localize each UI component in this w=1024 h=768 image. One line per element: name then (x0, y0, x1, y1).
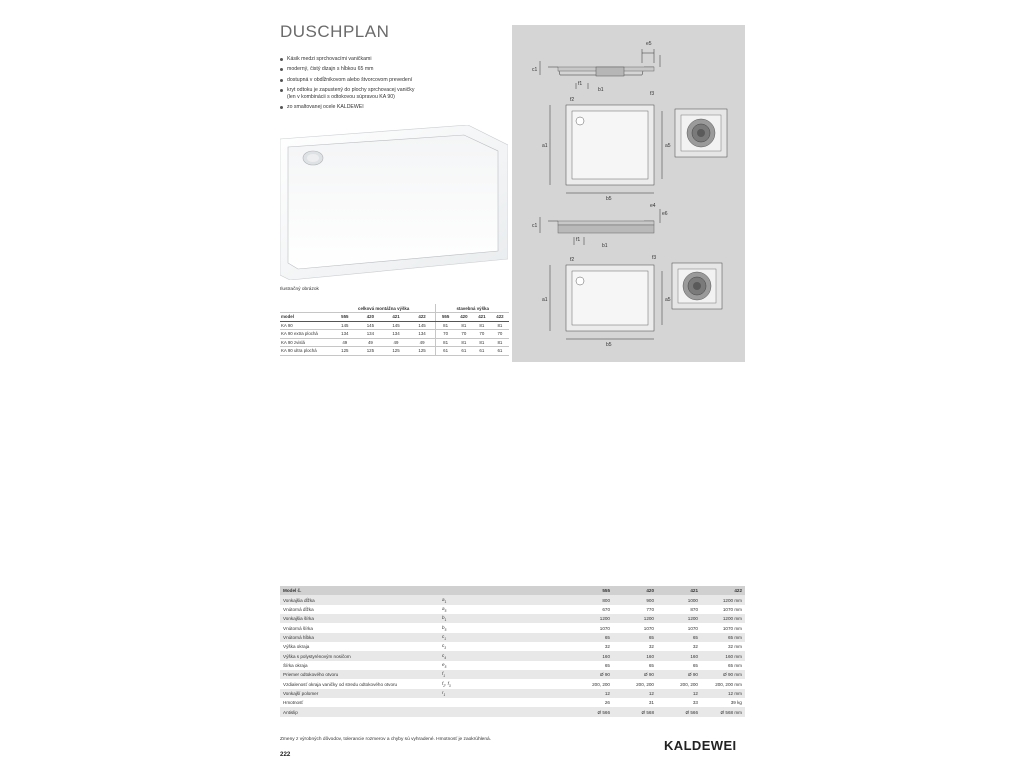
dim-label-a1: a1 (542, 143, 548, 149)
page-number: 222 (280, 751, 291, 758)
column-header: 422 (701, 586, 745, 595)
table-row: Vonkajší polomer $r_1$ 12 12 12 12 mm (280, 689, 745, 698)
table-row: Výška s polystyrénovým nosičom $c_4$ 160 160 160 160 mm (280, 651, 745, 660)
column-header: 421 (657, 586, 701, 595)
feature-item: moderný, čistý dizajn s hĺbkou 65 mm (280, 66, 505, 73)
table-row: Vonkajšia šírka $b_1$ 1200 1200 1200 1200 mm (280, 614, 745, 623)
specification-table (280, 586, 745, 717)
dim-label-f3: f3 (650, 91, 655, 97)
section-view-bottom (540, 209, 660, 245)
dim-label-c1: c1 (532, 67, 538, 73)
brand-logo: KALDEWEI (664, 738, 737, 753)
table-row: Vnútorná dĺžka $a_5$ 670 770 870 1070 mm (283, 605, 742, 613)
table-row: Vnútorná hĺbka $c_1$ 65 65 65 65 mm (280, 633, 745, 642)
dim-label-b5: b5 (606, 196, 612, 202)
feature-item: dostupná v obdĺžnikovom alebo štvorcovom prevedení (280, 77, 505, 84)
section-view-top (540, 49, 660, 89)
column-header: 422 (409, 313, 436, 322)
technical-drawing-panel (512, 25, 745, 362)
dim-label-f1: f1 (578, 81, 583, 87)
group-header: stavebná výška (436, 304, 509, 313)
installation-height-table (280, 304, 509, 356)
dim-label-e5: e5 (646, 41, 652, 47)
table-row: KA 90 145 145 145 145 81 81 81 81 (280, 321, 509, 330)
column-header: 420 (455, 313, 473, 322)
plan-view-bottom (550, 265, 662, 339)
feature-item (280, 87, 505, 101)
footnote: Zmeny z výrobných dôvodov, tolerancie rozmerov a chyby sú vyhradené. Hmotnosť je zaokrúhlená. (280, 737, 492, 742)
column-header: 420 (358, 313, 384, 322)
dim-label-a5: a5 (665, 297, 671, 303)
table-row: Vnútorná šírka $b_5$ 1070 1070 1070 1070 mm (283, 624, 742, 632)
page-title: DUSCHPLAN (280, 22, 390, 41)
column-header: 555 (436, 313, 455, 322)
column-header: model (280, 313, 332, 322)
dim-label-b5: b5 (606, 342, 612, 348)
column-header: 555 (332, 313, 358, 322)
product-photo (280, 125, 508, 280)
drain-detail-top (675, 109, 727, 157)
feature-list (280, 56, 505, 114)
column-header: 420 (613, 586, 657, 595)
dim-label-e4: e4 (650, 203, 656, 209)
photo-caption: Ilustračný obrázok (280, 287, 319, 292)
column-header: 421 (383, 313, 409, 322)
table-row: Antislip Ø 566 Ø 568 Ø 566 Ø 568 mm (280, 707, 745, 716)
table-row: KA 90 zvislá 49 49 49 49 81 81 81 81 (280, 338, 509, 347)
feature-item: zo smaltovanej ocele KALDEWEI (280, 104, 505, 111)
table-row: Priemer odtokového otvoru $f_1$ Ø 90 Ø 90 Ø 90 Ø 90 mm (280, 670, 745, 679)
feature-item-line: (len v kombinácii s odtokovou súpravou KA 90) (287, 93, 395, 100)
dim-label-f1: f1 (576, 237, 581, 243)
table-row: Vzdialenosť okraja vaničky od stredu odtokového otvoru $f_2$, $f_3$ 200, 200 200, 200 200, 200 200, 200 mm (283, 680, 742, 688)
column-header: 422 (491, 313, 509, 322)
feature-item: Kásik medzi sprchovacími vaničkami (280, 56, 505, 63)
column-header: 555 (569, 586, 613, 595)
column-header: Model č. (280, 586, 439, 595)
dim-label-b1: b1 (598, 87, 604, 93)
group-header: celková montážna výška (332, 304, 436, 313)
dim-label-a1: a1 (542, 297, 548, 303)
table-row: Vonkajšia dĺžka $a_1$ 800 900 1000 1200 mm (280, 595, 745, 604)
dim-label-b1: b1 (602, 243, 608, 249)
table-header-row (280, 586, 745, 595)
dim-label-e6: e6 (662, 211, 668, 217)
dim-label-f3: f3 (652, 255, 657, 261)
table-row: KA 90 extra plochá 134 134 134 134 70 70 70 70 (280, 330, 509, 339)
table-row: KA 90 ultra plochá 125 125 125 125 61 61 61 61 (280, 347, 509, 356)
plan-view-top (550, 105, 662, 193)
drain-detail-bottom (672, 263, 722, 309)
table-row: Hmotnosť 26 31 33 39 kg (283, 700, 742, 706)
column-header: 421 (473, 313, 491, 322)
dim-label-f2: f2 (570, 257, 575, 263)
dim-label-f2: f2 (570, 97, 575, 103)
dim-label-a5: a5 (665, 143, 671, 149)
feature-item-line: kryt odtoku je zapustený do plochy sprchovacej vaničky (287, 86, 415, 93)
dim-label-c1: c1 (532, 223, 538, 229)
table-row: Výška okraja $c_3$ 32 32 32 32 mm (283, 643, 742, 651)
table-row: Šírka okraja $e_5$ 65 65 65 65 mm (283, 661, 742, 669)
